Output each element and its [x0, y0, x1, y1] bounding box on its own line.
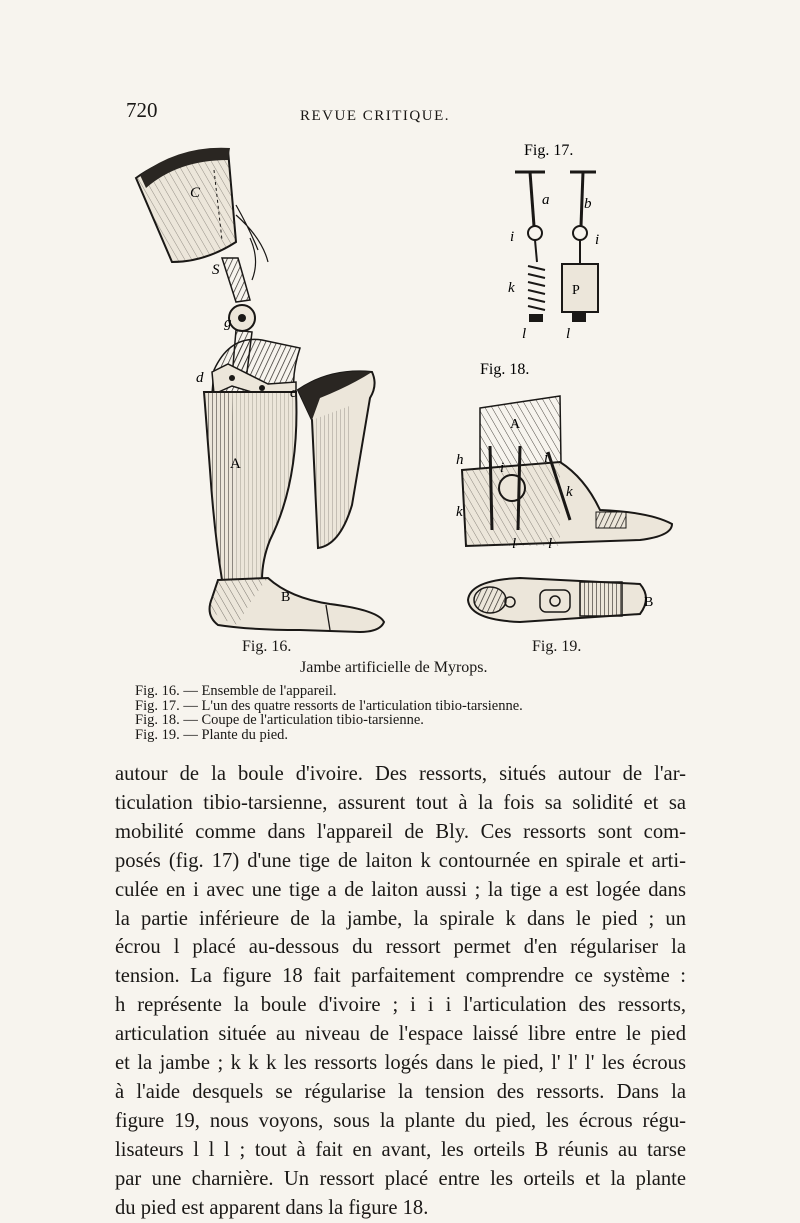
letter-C: C [190, 185, 201, 201]
body-line: mobilité comme dans l'appareil de Bly. Ces ressorts sont com- [115, 820, 686, 843]
body-line: écrou l placé au-dessous du ressort permet d'en régulariser la [115, 936, 686, 959]
letter-a: a [542, 192, 550, 208]
letter-l: l [522, 326, 527, 342]
body-line: la partie inférieure de la jambe, la spirale k dans le pied ; un [115, 907, 686, 930]
letter-d: d [196, 370, 204, 386]
legend-row: Fig. 16. — Ensemble de l'appareil. [135, 683, 337, 699]
letter-A: A [230, 456, 241, 472]
body-line: posés (fig. 17) d'une tige de laiton k contournée en spirale et arti- [115, 849, 686, 872]
letter-P: P [572, 283, 580, 298]
figure-18-drawing [462, 396, 672, 546]
body-line: à l'aide desquels se régularise la tension des ressorts. Dans la [115, 1080, 686, 1103]
body-line: autour de la boule d'ivoire. Des ressorts, situés autour de l'ar- [115, 763, 686, 785]
fig-16-label: Fig. 16. [242, 638, 292, 655]
letter-B: B [281, 590, 291, 605]
figure-17-drawing [515, 172, 598, 322]
letter-i-fig18-right: i [544, 450, 549, 466]
letter-k-fig18-right: k [566, 484, 573, 500]
body-line: figure 19, nous voyons, sous la plante du pied, les écrous régu- [115, 1109, 686, 1132]
legend-row: Fig. 19. — Plante du pied. [135, 726, 289, 743]
letter-i-fig18: i [500, 460, 505, 476]
figure-legend [135, 684, 523, 742]
body-line: tension. La figure 18 fait parfaitement comprendre ce système : [115, 965, 686, 988]
fig-17-label: Fig. 17. [524, 142, 574, 159]
letter-B-fig19: B [644, 595, 654, 610]
fig-18-label: Fig. 18. [480, 361, 530, 378]
legend-row: Fig. 18. — Coupe de l'articulation tibio-tarsienne. [135, 712, 424, 728]
letter-l-fig18-right: l [548, 536, 553, 552]
body-line: articulation située au niveau de l'espace laissé libre entre le pied [115, 1023, 686, 1046]
letter-l-right: l [566, 326, 571, 342]
letter-i: i [510, 229, 515, 245]
body-line: culée en i avec une tige a de laiton aussi ; la tige a est logée dans [115, 878, 686, 901]
letter-k-fig18: k [456, 504, 463, 520]
caption-title: Jambe artificielle de Myrops. [300, 659, 488, 676]
body-line: lisateurs l l l ; tout à fait en avant, les orteils B réunis au tarse [115, 1138, 686, 1161]
figure-19-drawing [468, 578, 646, 622]
legend-row: Fig. 17. — L'un des quatre ressorts de l'articulation tibio-tarsienne. [135, 697, 523, 714]
body-line: ticulation tibio-tarsienne, assurent tout à la fois sa solidité et sa [115, 791, 686, 814]
page-number: 720 [126, 98, 158, 122]
letter-k: k [508, 280, 515, 296]
letter-g: g [224, 315, 232, 331]
letter-c: c [290, 385, 297, 401]
fig-19-label: Fig. 19. [532, 638, 582, 655]
letter-l-fig18: l [512, 536, 517, 552]
body-line: par une charnière. Un ressort placé entre les orteils et la plante [115, 1167, 686, 1190]
letter-h: h [456, 452, 464, 468]
body-line: du pied est apparent dans la figure 18. [115, 1196, 429, 1219]
letter-S: S [212, 262, 220, 278]
letter-i-right: i [595, 232, 600, 248]
letter-A-fig18: A [510, 417, 521, 432]
letter-b: b [584, 196, 592, 212]
figure-16-drawing [136, 148, 384, 632]
body-line: et la jambe ; k k k les ressorts logés dans le pied, l' l' l' les écrous [115, 1052, 686, 1075]
running-head: REVUE CRITIQUE. [300, 108, 450, 124]
body-text [115, 760, 686, 1223]
body-line: h représente la boule d'ivoire ; i i i l'articulation des ressorts, [115, 994, 686, 1017]
